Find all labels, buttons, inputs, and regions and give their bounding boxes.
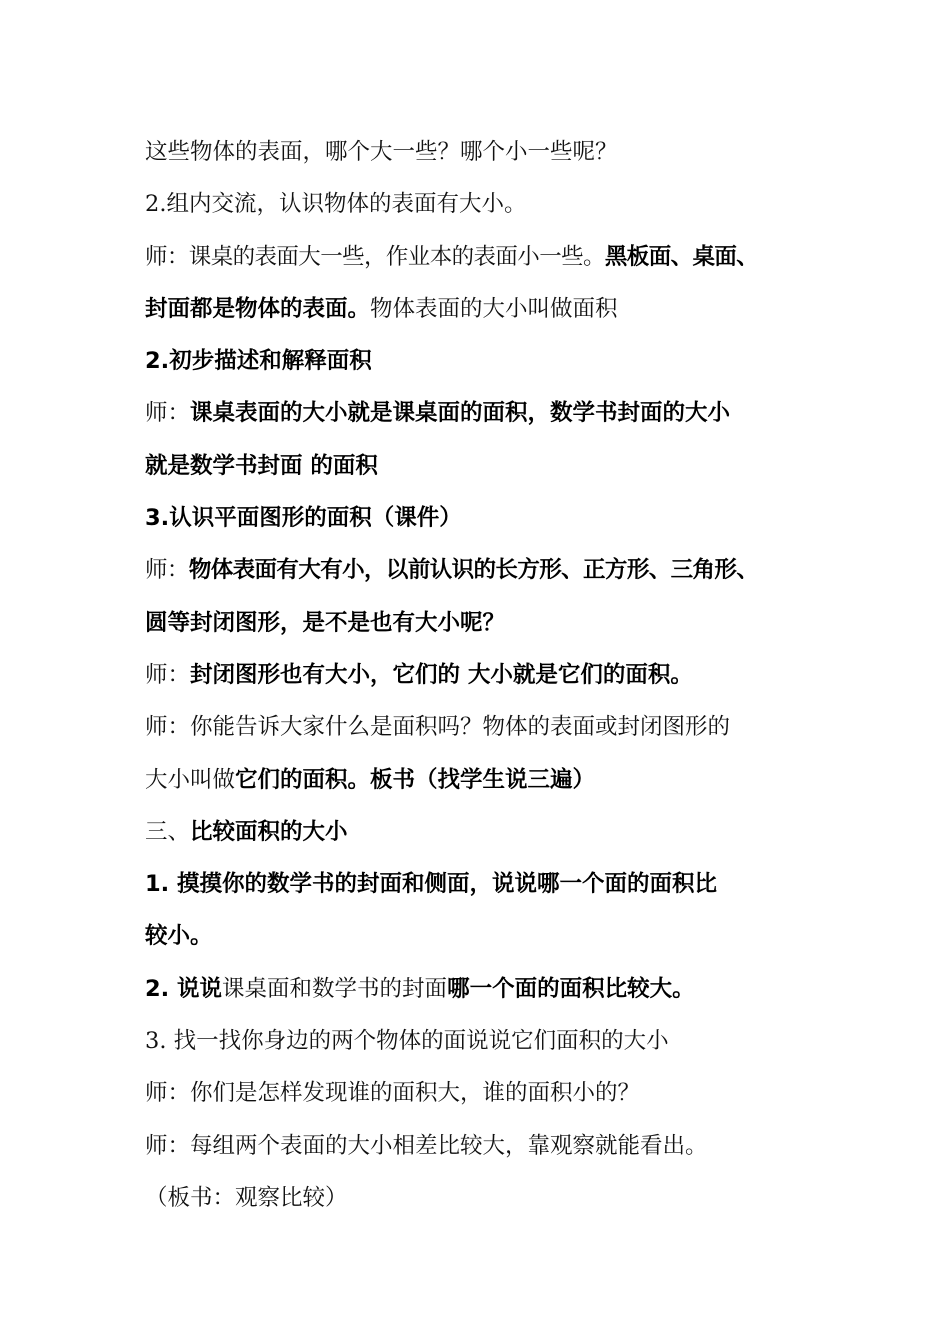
text-run: 这些物体的表面，哪个大一些？哪个小一些呢？ [145, 139, 618, 165]
text-run: 2.组内交流，认识物体的表面有大小。 [145, 191, 527, 218]
text-run: 师： [145, 400, 191, 427]
text-run-bold: 2. 说说 [145, 975, 223, 1002]
text-run: 大小叫做 [145, 766, 236, 793]
text-line [145, 1172, 815, 1224]
section-heading [145, 806, 815, 858]
text-run: （板书：观察比较） [145, 1184, 348, 1211]
text-run-bold: 封闭图形也有大小，它们的 大小就是它们的面积。 [190, 661, 693, 688]
text-run-bold: 课桌表面的大小就是课桌面的面积，数学书封面的大小 [190, 400, 731, 427]
text-run: 师：每组两个表面的大小相差比较大，靠观察就能看出。 [145, 1132, 708, 1159]
text-line [145, 544, 815, 596]
section-heading [145, 335, 815, 387]
text-run-bold: 比较面积的大小 [190, 818, 348, 845]
text-run-bold: 哪一个面的面积比较大。 [447, 975, 695, 1002]
list-item [145, 1015, 815, 1067]
text-line [145, 387, 815, 439]
text-line [145, 1120, 815, 1172]
text-run-bold: 较小。 [145, 923, 213, 950]
text-line [145, 649, 815, 701]
text-line [145, 701, 815, 753]
text-run: 师：课桌的表面大一些，作业本的表面小一些。 [145, 243, 605, 270]
text-line [145, 754, 815, 806]
text-line [145, 440, 815, 492]
text-run: 课桌面和数学书的封面 [222, 975, 448, 1002]
list-item [145, 858, 815, 910]
text-line [145, 283, 815, 335]
text-run-bold: 3.认识平面图形的面积（课件） [145, 505, 462, 532]
document-body [145, 126, 815, 1224]
text-run-bold: 就是数学书封面 的面积 [145, 452, 378, 479]
text-run: 3. 找一找你身边的两个物体的面说说它们面积的大小 [145, 1028, 669, 1055]
text-run: 师： [145, 557, 189, 584]
text-run-bold: 黑板面、桌面、 [604, 243, 759, 270]
text-run-bold: 它们的面积。板书（找学生说三遍） [235, 766, 596, 793]
list-item [145, 963, 815, 1015]
text-run-bold: 1. 摸摸你的数学书的封面和侧面，说说哪一个面的面积比 [145, 871, 718, 898]
text-run-bold: 圆等封闭图形，是不是也有大小呢？ [145, 609, 506, 636]
text-run: 物体表面的大小叫做面积 [370, 295, 618, 322]
text-line [145, 178, 815, 230]
text-run-bold: 物体表面有大有小，以前认识的长方形、正方形、三角形、 [188, 557, 759, 584]
text-run: 师： [145, 661, 191, 688]
text-line [145, 597, 815, 649]
text-run-bold: 封面都是物体的表面。 [145, 295, 371, 322]
text-line [145, 231, 815, 283]
text-line [145, 126, 815, 178]
text-line [145, 910, 815, 962]
section-heading [145, 492, 815, 544]
text-run: 三、 [145, 818, 191, 845]
text-run: 师：你们是怎样发现谁的面积大，谁的面积小的？ [145, 1080, 641, 1107]
text-line [145, 1067, 815, 1119]
text-run: 师：你能告诉大家什么是面积吗？物体的表面或封闭图形的 [145, 714, 731, 741]
text-run-bold: 2.初步描述和解释面积 [145, 348, 372, 375]
